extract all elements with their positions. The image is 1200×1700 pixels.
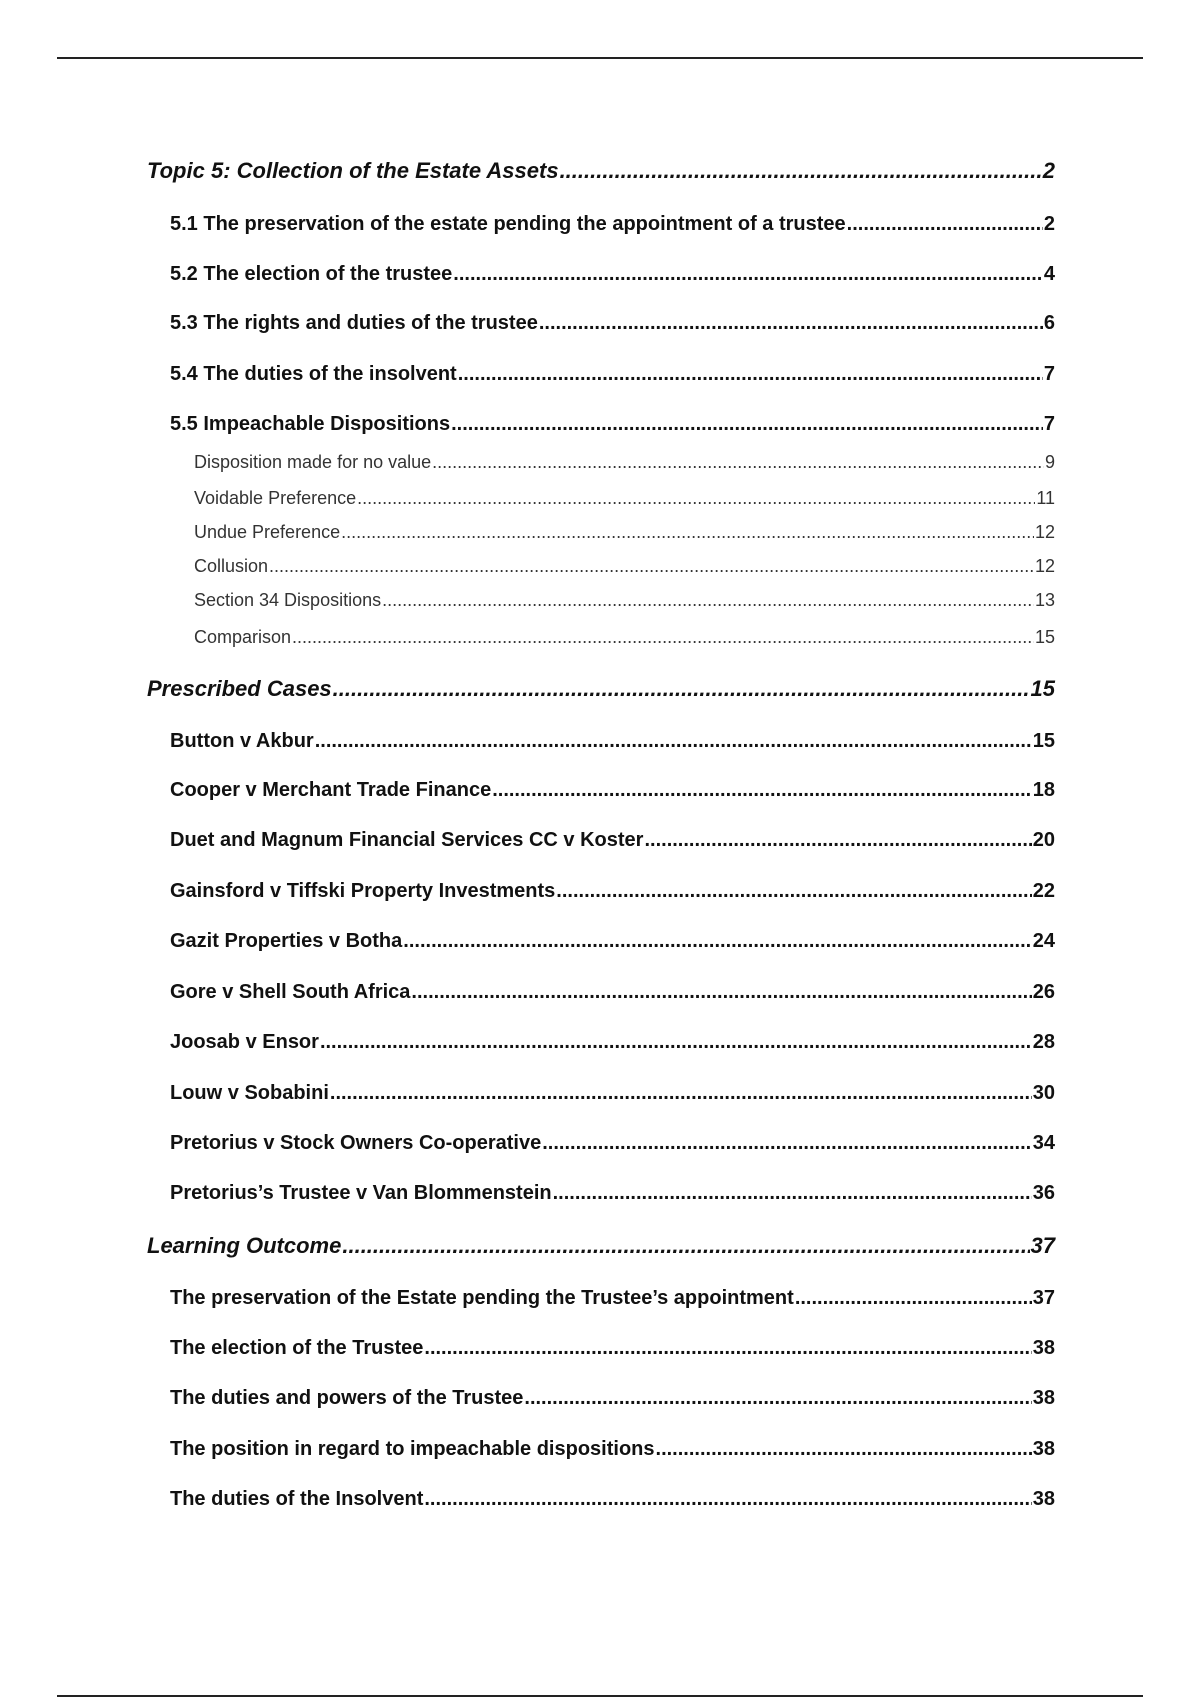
dot-leader: [330, 1082, 1032, 1105]
toc-item-label: The duties of the Insolvent: [170, 1488, 424, 1510]
toc-subitem[interactable]: [194, 452, 1055, 473]
toc-page-number: 9: [1044, 452, 1055, 472]
toc-item-label: The duties and powers of the Trustee: [170, 1387, 524, 1409]
toc-subitem[interactable]: [194, 627, 1055, 648]
toc-page-number: 38: [1032, 1438, 1055, 1460]
toc-subitem-label: Voidable Preference: [194, 488, 357, 508]
toc-heading-label: Learning Outcome: [147, 1233, 342, 1258]
dot-leader: [542, 1132, 1032, 1155]
dot-leader: [492, 779, 1032, 802]
toc-page-number: 7: [1043, 413, 1055, 435]
toc-page-number: 7: [1043, 363, 1055, 385]
dot-leader: [382, 590, 1034, 611]
toc-subitem-label: Collusion: [194, 556, 269, 576]
dot-leader: [357, 488, 1035, 509]
toc-subitem-label: Comparison: [194, 627, 292, 647]
toc-item-label: Gainsford v Tiffski Property Investments: [170, 880, 556, 902]
toc-item[interactable]: [170, 930, 1055, 953]
toc-subitem-label: Section 34 Dispositions: [194, 590, 382, 610]
toc-page-number: 24: [1032, 930, 1055, 952]
toc-subitem-label: Undue Preference: [194, 522, 341, 542]
toc-heading-label: Topic 5: Collection of the Estate Assets: [147, 158, 559, 183]
toc-item[interactable]: [170, 880, 1055, 903]
dot-leader: [458, 363, 1043, 386]
toc-item[interactable]: [170, 1337, 1055, 1360]
toc-page-number: 12: [1034, 522, 1055, 542]
toc-item[interactable]: [170, 1387, 1055, 1410]
toc-subitem[interactable]: [194, 590, 1055, 611]
toc-page-number: 38: [1032, 1337, 1055, 1359]
dot-leader: [560, 158, 1042, 184]
dot-leader: [341, 522, 1034, 543]
toc-page-number: 2: [1042, 158, 1055, 183]
dot-leader: [333, 676, 1030, 702]
toc-item[interactable]: [170, 413, 1055, 436]
toc-page-number: 15: [1032, 730, 1055, 752]
toc-page-number: 18: [1032, 779, 1055, 801]
toc-page-number: 15: [1034, 627, 1055, 647]
toc-item-label: The preservation of the Estate pending the Trustee’s appointment: [170, 1287, 794, 1309]
dot-leader: [432, 452, 1044, 473]
toc-item[interactable]: [170, 363, 1055, 386]
toc-item[interactable]: [170, 1438, 1055, 1461]
toc-item[interactable]: [170, 1031, 1055, 1054]
dot-leader: [292, 627, 1034, 648]
dot-leader: [795, 1287, 1032, 1310]
toc-page-number: 13: [1034, 590, 1055, 610]
toc-page-number: 34: [1032, 1132, 1055, 1154]
toc-subitem[interactable]: [194, 488, 1055, 509]
toc-item-label: Pretorius v Stock Owners Co-operative: [170, 1132, 542, 1154]
toc-item-label: Joosab v Ensor: [170, 1031, 319, 1053]
toc-item[interactable]: [170, 779, 1055, 802]
toc-page-number: 15: [1030, 676, 1055, 701]
dot-leader: [320, 1031, 1032, 1054]
dot-leader: [315, 730, 1032, 753]
toc-item[interactable]: [170, 1488, 1055, 1511]
toc-page-number: 2: [1043, 213, 1055, 235]
dot-leader: [403, 930, 1031, 953]
toc-item-label: Pretorius’s Trustee v Van Blommenstein: [170, 1182, 552, 1204]
dot-leader: [556, 880, 1031, 903]
dot-leader: [424, 1488, 1031, 1511]
toc-item[interactable]: [170, 730, 1055, 753]
toc-item[interactable]: [170, 981, 1055, 1004]
toc-subitem-label: Disposition made for no value: [194, 452, 432, 472]
toc-item-label: Button v Akbur: [170, 730, 314, 752]
toc-page-number: 12: [1034, 556, 1055, 576]
toc-page-number: 11: [1036, 488, 1055, 508]
toc-item[interactable]: [170, 1132, 1055, 1155]
dot-leader: [539, 312, 1043, 335]
dot-leader: [269, 556, 1034, 577]
dot-leader: [342, 1233, 1029, 1259]
toc-page-number: 38: [1032, 1488, 1055, 1510]
toc-item-label: Duet and Magnum Financial Services CC v Koster: [170, 829, 644, 851]
toc-item-label: Louw v Sobabini: [170, 1082, 329, 1104]
toc-item-label: 5.1 The preservation of the estate pending the appointment of a trustee: [170, 213, 846, 235]
toc-page-number: 36: [1032, 1182, 1055, 1204]
toc-page-number: 30: [1032, 1082, 1055, 1104]
toc-subitem[interactable]: [194, 522, 1055, 543]
toc-page-number: 20: [1032, 829, 1055, 851]
toc-item[interactable]: [170, 213, 1055, 236]
toc-item[interactable]: [170, 1287, 1055, 1310]
toc-subitem[interactable]: [194, 556, 1055, 577]
dot-leader: [451, 413, 1043, 436]
toc-page-number: 22: [1032, 880, 1055, 902]
dot-leader: [424, 1337, 1031, 1360]
toc-item-label: Cooper v Merchant Trade Finance: [170, 779, 492, 801]
toc-heading-learning-outcome[interactable]: [147, 1233, 1055, 1259]
toc-page-number: 6: [1043, 312, 1055, 334]
toc-page-number: 37: [1032, 1287, 1055, 1309]
toc-page-number: 26: [1032, 981, 1055, 1003]
toc-item-label: The position in regard to impeachable dispositions: [170, 1438, 655, 1460]
toc-item-label: Gazit Properties v Botha: [170, 930, 403, 952]
toc-page-number: 37: [1030, 1233, 1055, 1258]
toc-item[interactable]: [170, 1182, 1055, 1205]
toc-item-label: 5.4 The duties of the insolvent: [170, 363, 457, 385]
toc-item-label: 5.2 The election of the trustee: [170, 263, 453, 285]
dot-leader: [553, 1182, 1032, 1205]
toc-item-label: The election of the Trustee: [170, 1337, 424, 1359]
dot-leader: [656, 1438, 1032, 1461]
dot-leader: [524, 1387, 1031, 1410]
dot-leader: [847, 213, 1043, 236]
toc-page-number: 4: [1043, 263, 1055, 285]
toc-item[interactable]: [170, 263, 1055, 286]
toc-page-number: 28: [1032, 1031, 1055, 1053]
toc-heading-topic5[interactable]: [147, 158, 1055, 184]
toc-item-label: 5.5 Impeachable Dispositions: [170, 413, 451, 435]
dot-leader: [644, 829, 1031, 852]
dot-leader: [411, 981, 1031, 1004]
toc-item-label: 5.3 The rights and duties of the trustee: [170, 312, 538, 334]
footer-rule: [57, 1695, 1143, 1697]
toc-item-label: Gore v Shell South Africa: [170, 981, 411, 1003]
toc-item[interactable]: [170, 1082, 1055, 1105]
toc-heading-label: Prescribed Cases: [147, 676, 332, 701]
toc-page-number: 38: [1032, 1387, 1055, 1409]
toc-item[interactable]: [170, 829, 1055, 852]
toc-item[interactable]: [170, 312, 1055, 335]
toc-heading-prescribed-cases[interactable]: [147, 676, 1055, 702]
dot-leader: [453, 263, 1043, 286]
